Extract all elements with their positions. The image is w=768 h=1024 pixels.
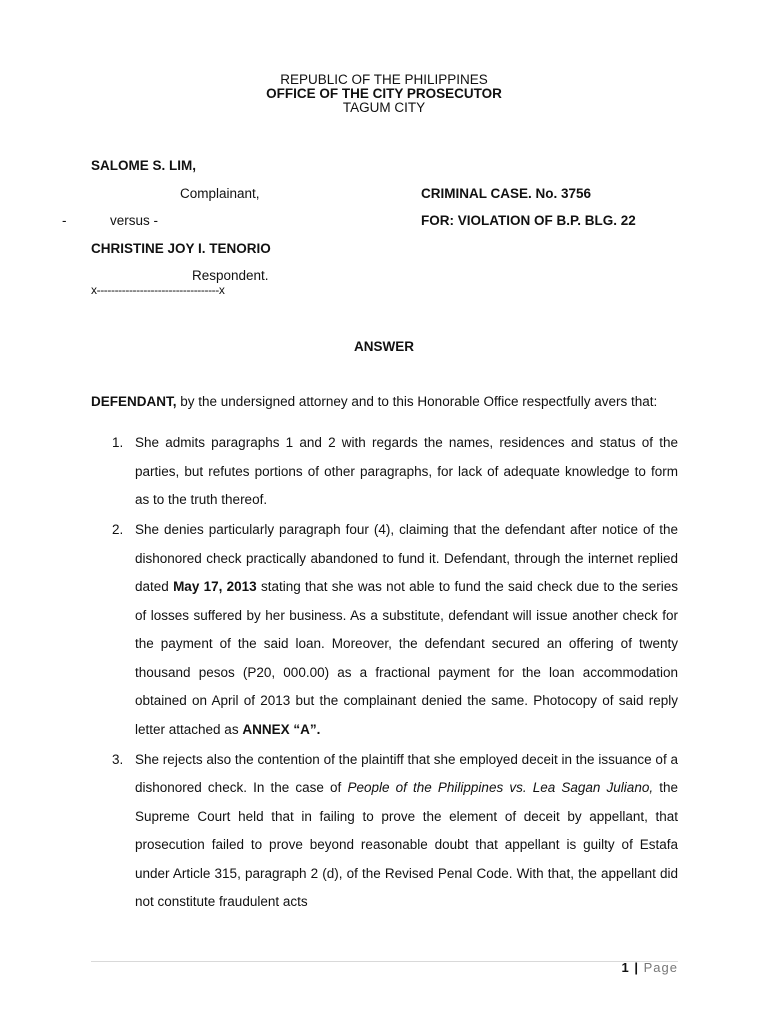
item-number: 1. [112,435,124,450]
page-footer [622,960,678,975]
header-republic: REPUBLIC OF THE PHILIPPINES [280,72,488,87]
list-item [91,516,678,744]
case-violation: FOR: VIOLATION OF B.P. BLG. 22 [421,213,636,228]
item-text: She rejects also the contention of the plaintiff that she employed deceit in the issuance of a dishonored check. In the case of [135,751,678,795]
item-text: She denies particularly paragraph four (4), claiming that the defendant after notice of the dishonored check practically abandoned to fund it. Defendant, through the internet replied dated [135,522,678,594]
document-title: ANSWER [354,339,414,354]
caption-separator: x----------------------------------x [91,283,225,297]
page-number: 1 [621,960,630,975]
respondent-label: Respondent. [192,268,269,283]
intro-paragraph [91,395,678,409]
versus-dash: - [62,213,67,228]
respondent-name: CHRISTINE JOY I. TENORIO [91,241,271,256]
reply-date: May 17, 2013 [173,579,257,594]
footer-divider [91,961,678,962]
page-label: Page [643,960,678,975]
case-citation: People of the Philippines vs. Lea Sagan Juliano, [347,780,654,795]
case-number: CRIMINAL CASE. No. 3756 [421,186,592,201]
item-number: 2. [112,522,124,537]
annex-reference: ANNEX “A”. [242,721,321,737]
header-office: OFFICE OF THE CITY PROSECUTOR [266,86,502,101]
item-text-cont: stating that she was not able to fund the said check due to the series of losses suffered by her business. As a substitute, defendant will issue another check for the payment of the said loan. Moreover, the defendant secured an offering of twenty thousand pesos (P20, 000.00) as a fractional payment for the loan accommodation obtained on April of 2013 but the complainant denied the same. Photocopy of said reply letter attached as [135,579,678,737]
item-number: 3. [112,751,124,767]
complainant-name: SALOME S. LIM, [91,158,197,173]
list-item [91,429,678,515]
footer-separator: | [629,960,644,975]
list-item [91,746,678,917]
item-text: She admits paragraphs 1 and 2 with regards the names, residences and status of the parties, but refutes portions of other paragraphs, for lack of adequate knowledge to form as to the truth thereof. [135,435,678,507]
complainant-label: Complainant, [180,186,260,201]
item-text-cont: the Supreme Court held that in failing to prove the element of deceit by appellant, that prosecution failed to prove beyond reasonable doubt that appellant is guilty of Estafa under Article 315, paragraph 2 (d), of the Revised Penal Code. With that, the appellant did not constitute fraudulent acts [135,780,678,909]
intro-text: by the undersigned attorney and to this Honorable Office respectfully avers that: [176,394,658,409]
header-city: TAGUM CITY [342,100,426,115]
intro-lead: DEFENDANT, [91,394,177,409]
answer-list [91,429,678,918]
versus-label: versus - [110,213,159,228]
